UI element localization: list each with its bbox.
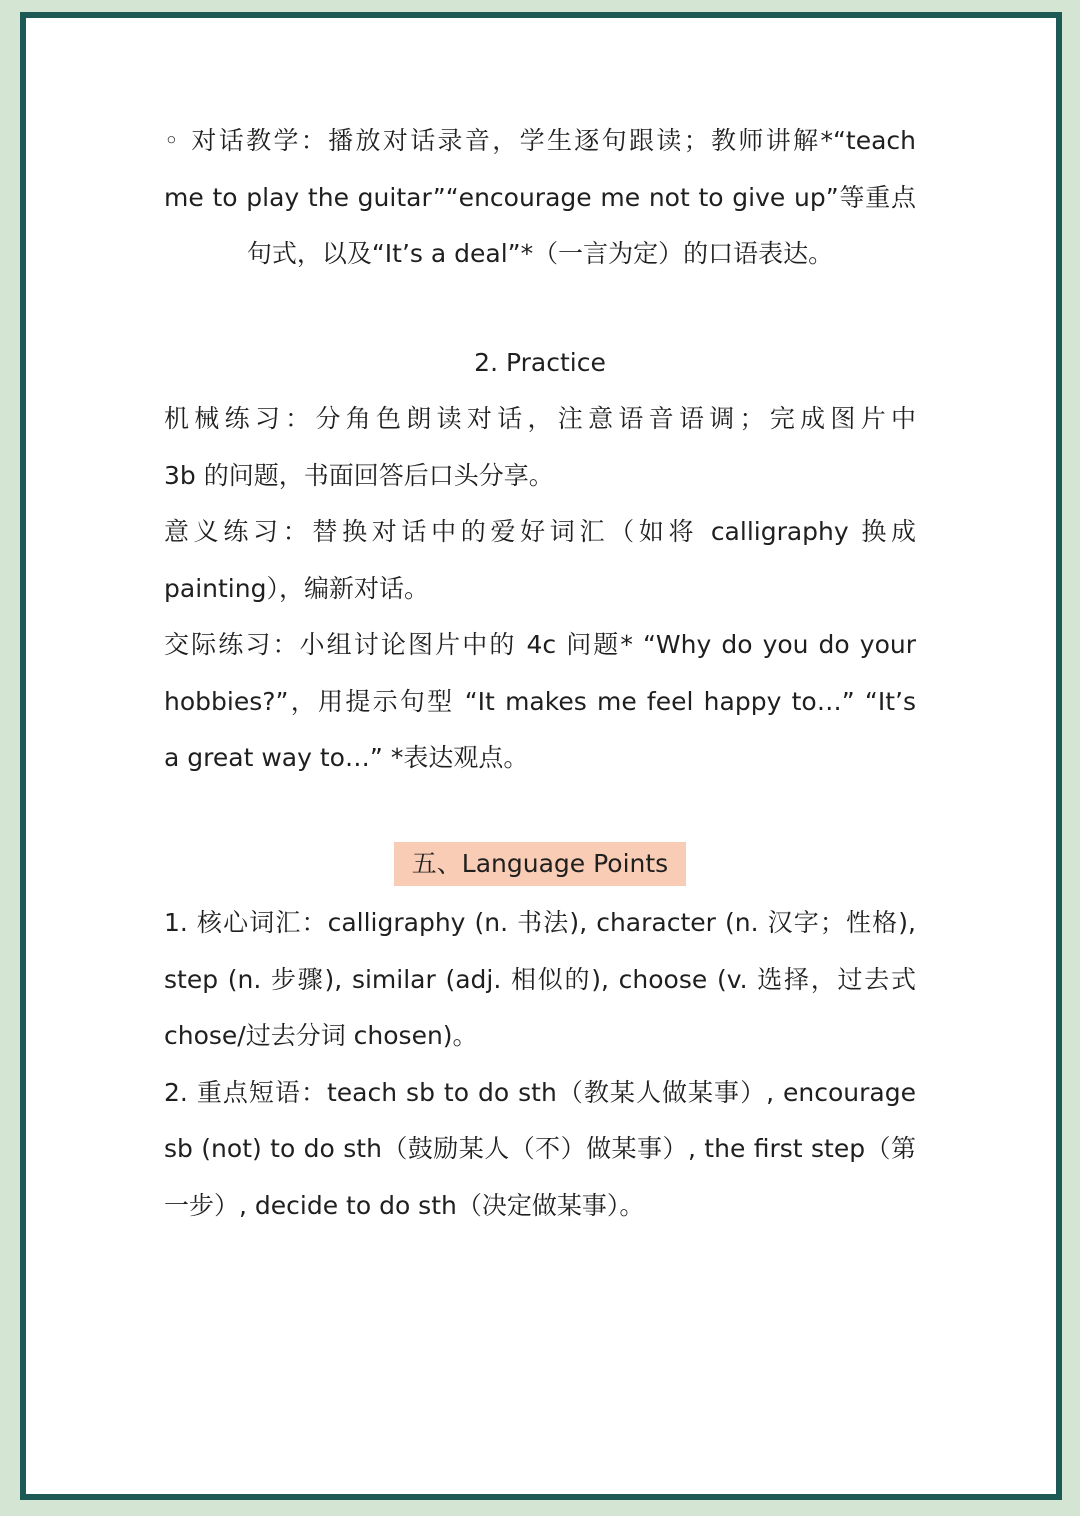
key-phrases-paragraph — [164, 1065, 916, 1235]
practice-line: painting），编新对话。 — [164, 573, 429, 603]
vocab-line: 1. 核心词汇：calligraphy (n. 书法), character (n. 汉字；性格), — [164, 908, 916, 937]
meaningful-practice-paragraph — [164, 504, 916, 617]
phrase-line: sb (not) to do sth（鼓励某人（不）做某事）, the first step（第 — [164, 1134, 916, 1163]
vocab-line: step (n. 步骤), similar (adj. 相似的), choose (v. 选择，过去式 — [164, 964, 916, 994]
practice-heading: 2. Practice — [474, 347, 606, 377]
dialogue-line: 句式，以及“It’s a deal”*（一言为定）的口语表达。 — [246, 239, 834, 268]
communicative-practice-paragraph — [164, 617, 916, 787]
language-points-heading-row — [164, 839, 916, 896]
phrase-line: 2. 重点短语：teach sb to do sth（教某人做某事）, encourage — [164, 1077, 916, 1107]
practice-line: 交际练习：小组讨论图片中的 4c 问题* “Why do you do your — [164, 630, 916, 659]
practice-line: hobbies?”，用提示句型 “It makes me feel happy to…” “It’s — [164, 686, 916, 716]
practice-line: 意义练习：替换对话中的爱好词汇（如将 calligraphy 换成 — [164, 517, 916, 546]
vocab-line: chose/过去分词 chosen)。 — [164, 1021, 478, 1050]
practice-line: a great way to…” *表达观点。 — [164, 743, 529, 772]
core-vocabulary-paragraph — [164, 895, 916, 1065]
dialogue-line: me to play the guitar”“encourage me not to give up”等重点 — [164, 182, 916, 212]
practice-line: 3b 的问题，书面回答后口头分享。 — [164, 460, 554, 490]
document-body — [164, 113, 916, 1234]
practice-line: 机械练习：分角色朗读对话，注意语音语调；完成图片中 — [164, 404, 916, 433]
dialogue-teaching-paragraph — [164, 113, 916, 283]
mechanical-practice-paragraph — [164, 391, 916, 504]
language-points-heading: 五、Language Points — [394, 842, 686, 886]
dialogue-line: ◦ 对话教学：播放对话录音，学生逐句跟读；教师讲解*“teach — [164, 126, 916, 155]
phrase-line: 一步）, decide to do sth（决定做某事）。 — [164, 1190, 645, 1220]
